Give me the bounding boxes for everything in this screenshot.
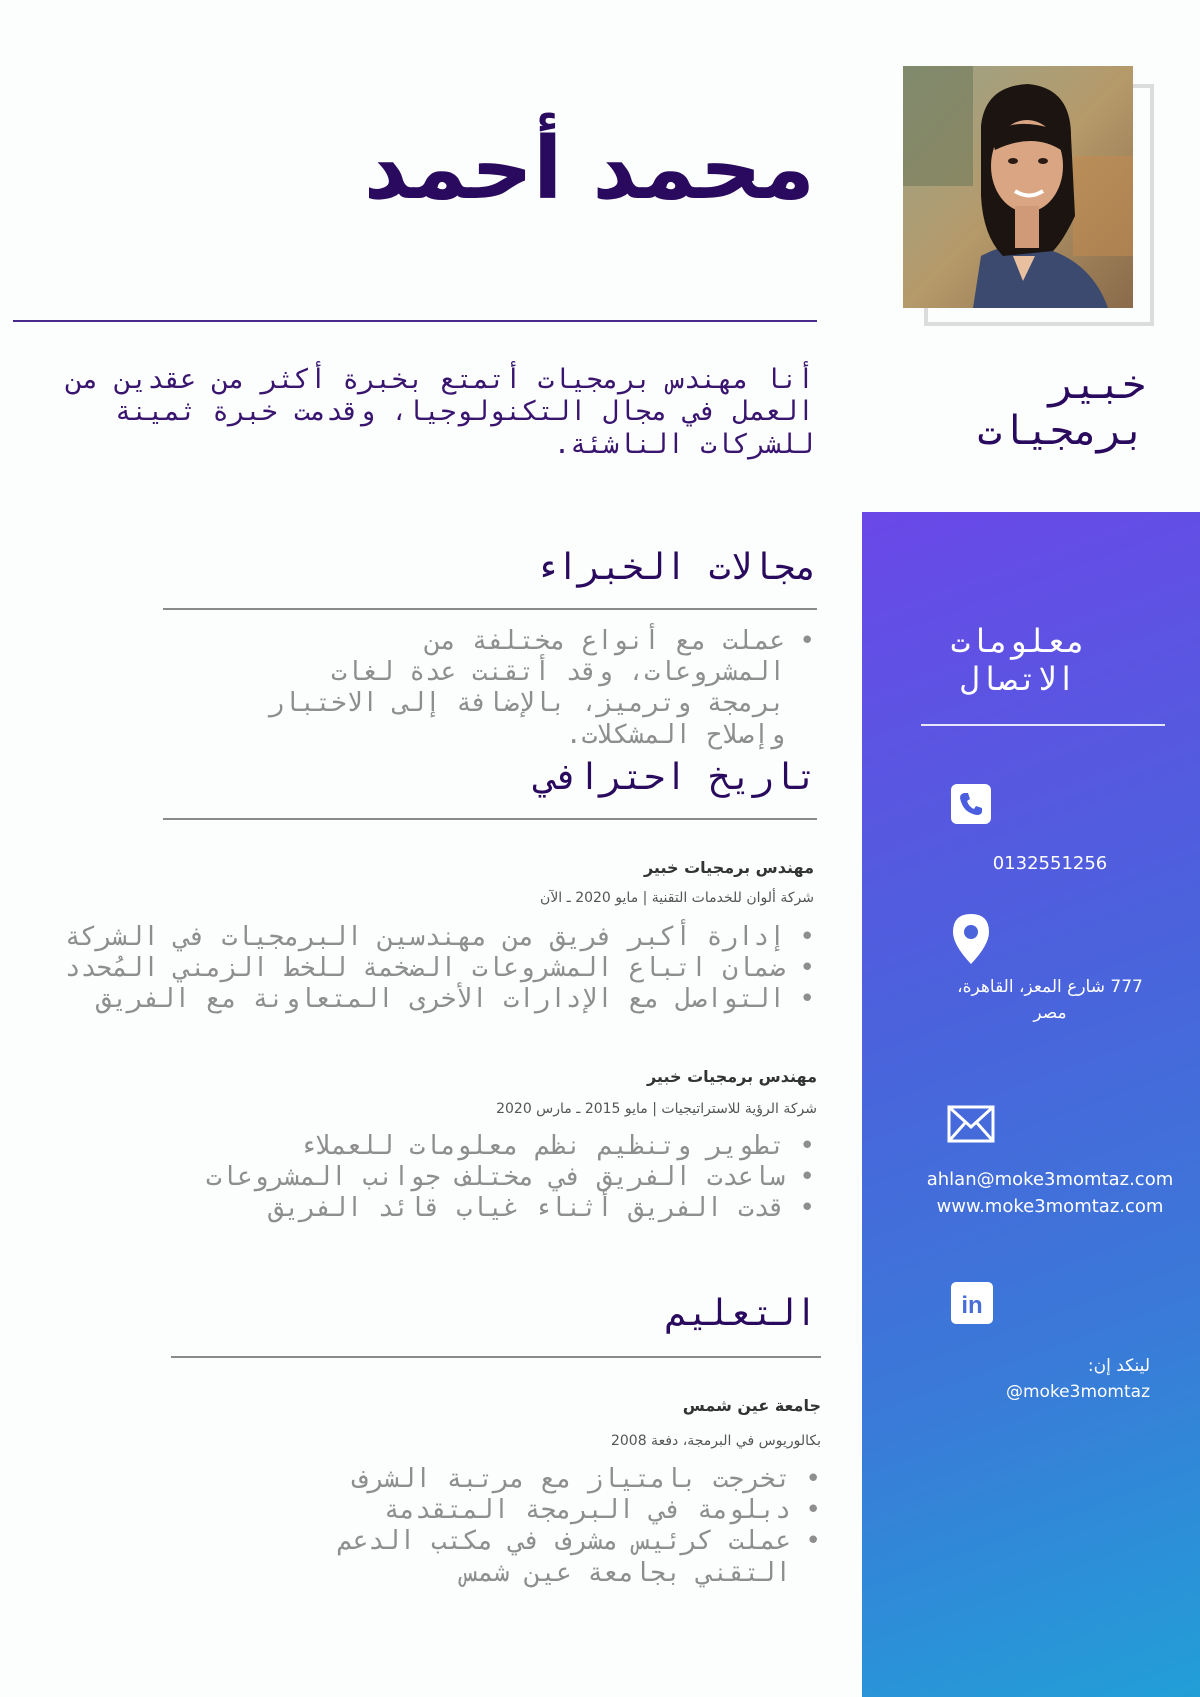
list-item: • قدت الفريق أثناء غياب قائد الفريق [57,1193,817,1224]
job-title-line2: برمجيات [977,408,1146,454]
candidate-name: محمد أحمد [363,119,815,219]
list-item: • عملت كرئيس مشرف في مكتب الدعم التقني بجامعة عين شمس [233,1526,823,1588]
list-item: • التواصل مع الإدارات الأخرى المتعاونة مع الفريق [57,984,817,1015]
linkedin-block [930,1354,1150,1405]
list-item: • إدارة أكبر فريق من مهندسين البرمجيات في الشركة [57,922,817,953]
career-heading: تاريخ احترافي [535,757,817,798]
phone-icon [949,782,993,826]
list-item: • تخرجت بامتياز مع مرتبة الشرف [233,1464,823,1495]
career-divider [163,818,817,820]
education-heading: التعليم [665,1293,817,1334]
header-divider [13,320,817,322]
expertise-list [257,626,817,751]
linkedin-icon[interactable] [949,1280,995,1326]
job-1-list [57,922,817,1016]
linkedin-label: لينكد إن: [1087,1356,1150,1376]
job-1-meta: شركة ألوان للخدمات التقنية | مايو 2020 ـ الآن [540,890,814,906]
address-line2: مصر [1033,1002,1067,1023]
education-list [233,1464,823,1589]
expertise-heading: مجالات الخبراء [535,547,817,588]
profile-photo [903,66,1133,308]
contact-heading [918,622,1118,699]
address [930,975,1170,1026]
school-name: جامعة عين شمس [682,1396,821,1415]
list-item: • ساعدت الفريق في مختلف جوانب المشروعات [57,1162,817,1193]
job-2-list [57,1131,817,1225]
contact-heading-line1: معلومات [950,622,1086,660]
email-link[interactable]: ahlan@moke3momtaz.com [926,1169,1174,1190]
degree-meta: بكالوريوس في البرمجة، دفعة 2008 [610,1433,821,1449]
linkedin-handle[interactable]: @moke3momtaz [1005,1381,1150,1402]
address-line1: 777 شارع المعز، القاهرة، [957,977,1143,997]
list-item: • تطوير وتنظيم نظم معلومات للعملاء [57,1131,817,1162]
job-title [886,362,1146,454]
list-item: • عملت مع أنواع مختلفة من المشروعات، وقد أتقنت عدة لغات برمجة وترميز، بالإضافة إلى الاختبار وإصلاح المشكلات. [257,626,817,751]
list-item: • ضمان اتباع المشروعات الضخمة للخط الزمني المُحدد [57,953,817,984]
contact-divider [921,724,1165,726]
envelope-icon [947,1104,995,1144]
profile-summary: أنا مهندس برمجيات أتمتع بخبرة أكثر من عقدين من العمل في مجال التكنولوجيا، وقدمت خبرة ثمينة للشركات الناشئة. [66,364,814,460]
education-divider [171,1356,821,1358]
job-title-line1: خبير [1049,362,1146,408]
svg-text:in: in [961,1292,983,1319]
expertise-divider [163,608,817,610]
job-1-title: مهندس برمجيات خبير [643,858,814,877]
location-pin-icon [950,912,992,966]
list-item: • دبلومة في البرمجة المتقدمة [233,1495,823,1526]
website-link[interactable]: www.moke3momtaz.com [936,1196,1164,1217]
contact-links [920,1166,1180,1220]
contact-heading-line2: الاتصال [960,660,1076,699]
job-2-title: مهندس برمجيات خبير [646,1067,817,1086]
job-2-meta: شركة الرؤية للاستراتيجيات | مايو 2015 ـ مارس 2020 [496,1101,817,1117]
phone-number[interactable]: 0132551256 [992,853,1108,874]
